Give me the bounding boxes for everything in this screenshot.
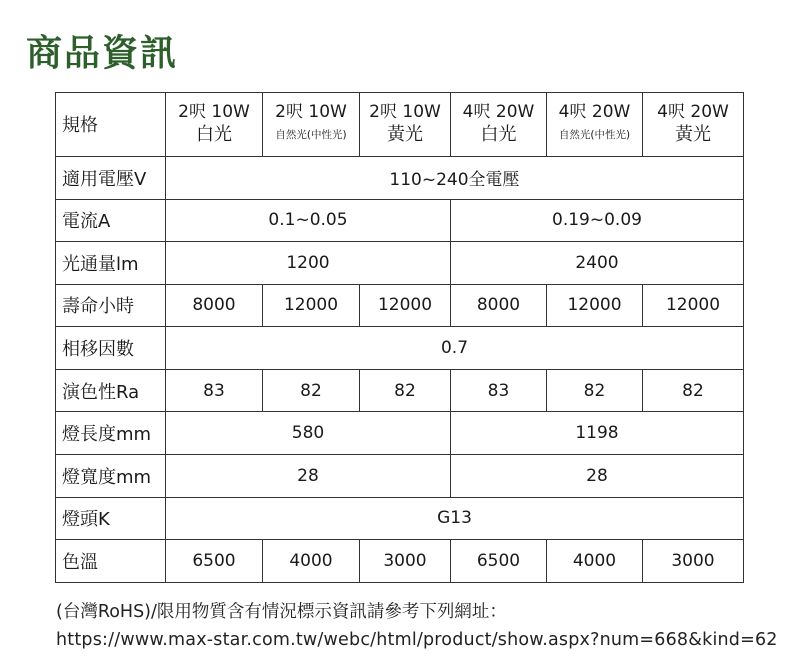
column-header [451,93,547,157]
table-row [56,327,744,370]
column-watt: 4呎 20W [462,102,535,123]
column-color: 自然光(中性光) [275,129,347,142]
table-cell: 82 [547,369,643,412]
table-header-row [56,93,744,157]
header-label: 規格 [62,115,98,137]
table-cell: 6500 [451,540,547,583]
table-cell: 8000 [166,284,263,327]
table-row [56,412,744,455]
row-label: 演色性Ra [56,369,166,412]
rohs-note: (台灣RoHS)/限用物質含有情況標示資訊請參考下列網址： [56,602,507,622]
table-cell: 83 [451,369,547,412]
table-cell: 28 [451,455,744,498]
rohs-url: https://www.max-star.com.tw/webc/html/product/show.aspx?num=668&kind=62 [56,630,778,650]
table-row [56,242,744,285]
column-watt: 4呎 20W [558,102,631,123]
table-cell: 12000 [547,284,643,327]
table-cell: 3000 [360,540,451,583]
table-cell: 28 [166,455,451,498]
table-cell: 82 [643,369,744,412]
table-cell: 0.7 [166,327,744,370]
row-label: 燈長度mm [56,412,166,455]
table-cell: 82 [263,369,360,412]
column-watt: 2呎 10W [369,102,441,123]
table-row [56,156,744,199]
table-cell: 580 [166,412,451,455]
column-watt: 4呎 20W [657,102,729,123]
table-cell: 83 [166,369,263,412]
table-cell: 4000 [547,540,643,583]
table-cell: 6500 [166,540,263,583]
table-cell: 3000 [643,540,744,583]
table-row [56,284,744,327]
table-cell: G13 [166,497,744,540]
column-color: 白光 [196,124,232,146]
table-cell: 0.1~0.05 [166,199,451,242]
table-cell: 0.19~0.09 [451,199,744,242]
table-cell: 4000 [263,540,360,583]
column-header [263,93,360,157]
column-color: 白光 [480,124,517,146]
header-label-cell [56,93,166,157]
row-label: 色溫 [56,540,166,583]
column-header [166,93,263,157]
table-cell: 12000 [643,284,744,327]
column-header [547,93,643,157]
column-watt: 2呎 10W [178,102,250,123]
column-color: 黃光 [387,124,423,146]
table-row [56,369,744,412]
row-label: 電流A [56,199,166,242]
row-label: 光通量lm [56,242,166,285]
column-color: 自然光(中性光) [558,129,631,142]
column-header [360,93,451,157]
table-cell: 12000 [360,284,451,327]
page-title: 商品資訊 [26,33,179,74]
column-color: 黃光 [675,124,711,146]
table-row [56,455,744,498]
table-cell: 8000 [451,284,547,327]
table-cell: 82 [360,369,451,412]
row-label: 壽命小時 [56,284,166,327]
table-cell: 1198 [451,412,744,455]
table-row [56,540,744,583]
table-cell: 1200 [166,242,451,285]
column-watt: 2呎 10W [275,102,347,123]
table-cell: 2400 [451,242,744,285]
table-cell: 110~240全電壓 [166,156,744,199]
table-row [56,199,744,242]
row-label: 適用電壓V [56,156,166,199]
row-label: 燈頭K [56,497,166,540]
table-cell: 12000 [263,284,360,327]
row-label: 燈寬度mm [56,455,166,498]
column-header [643,93,744,157]
spec-table [55,92,744,583]
table-row [56,497,744,540]
row-label: 相移因數 [56,327,166,370]
